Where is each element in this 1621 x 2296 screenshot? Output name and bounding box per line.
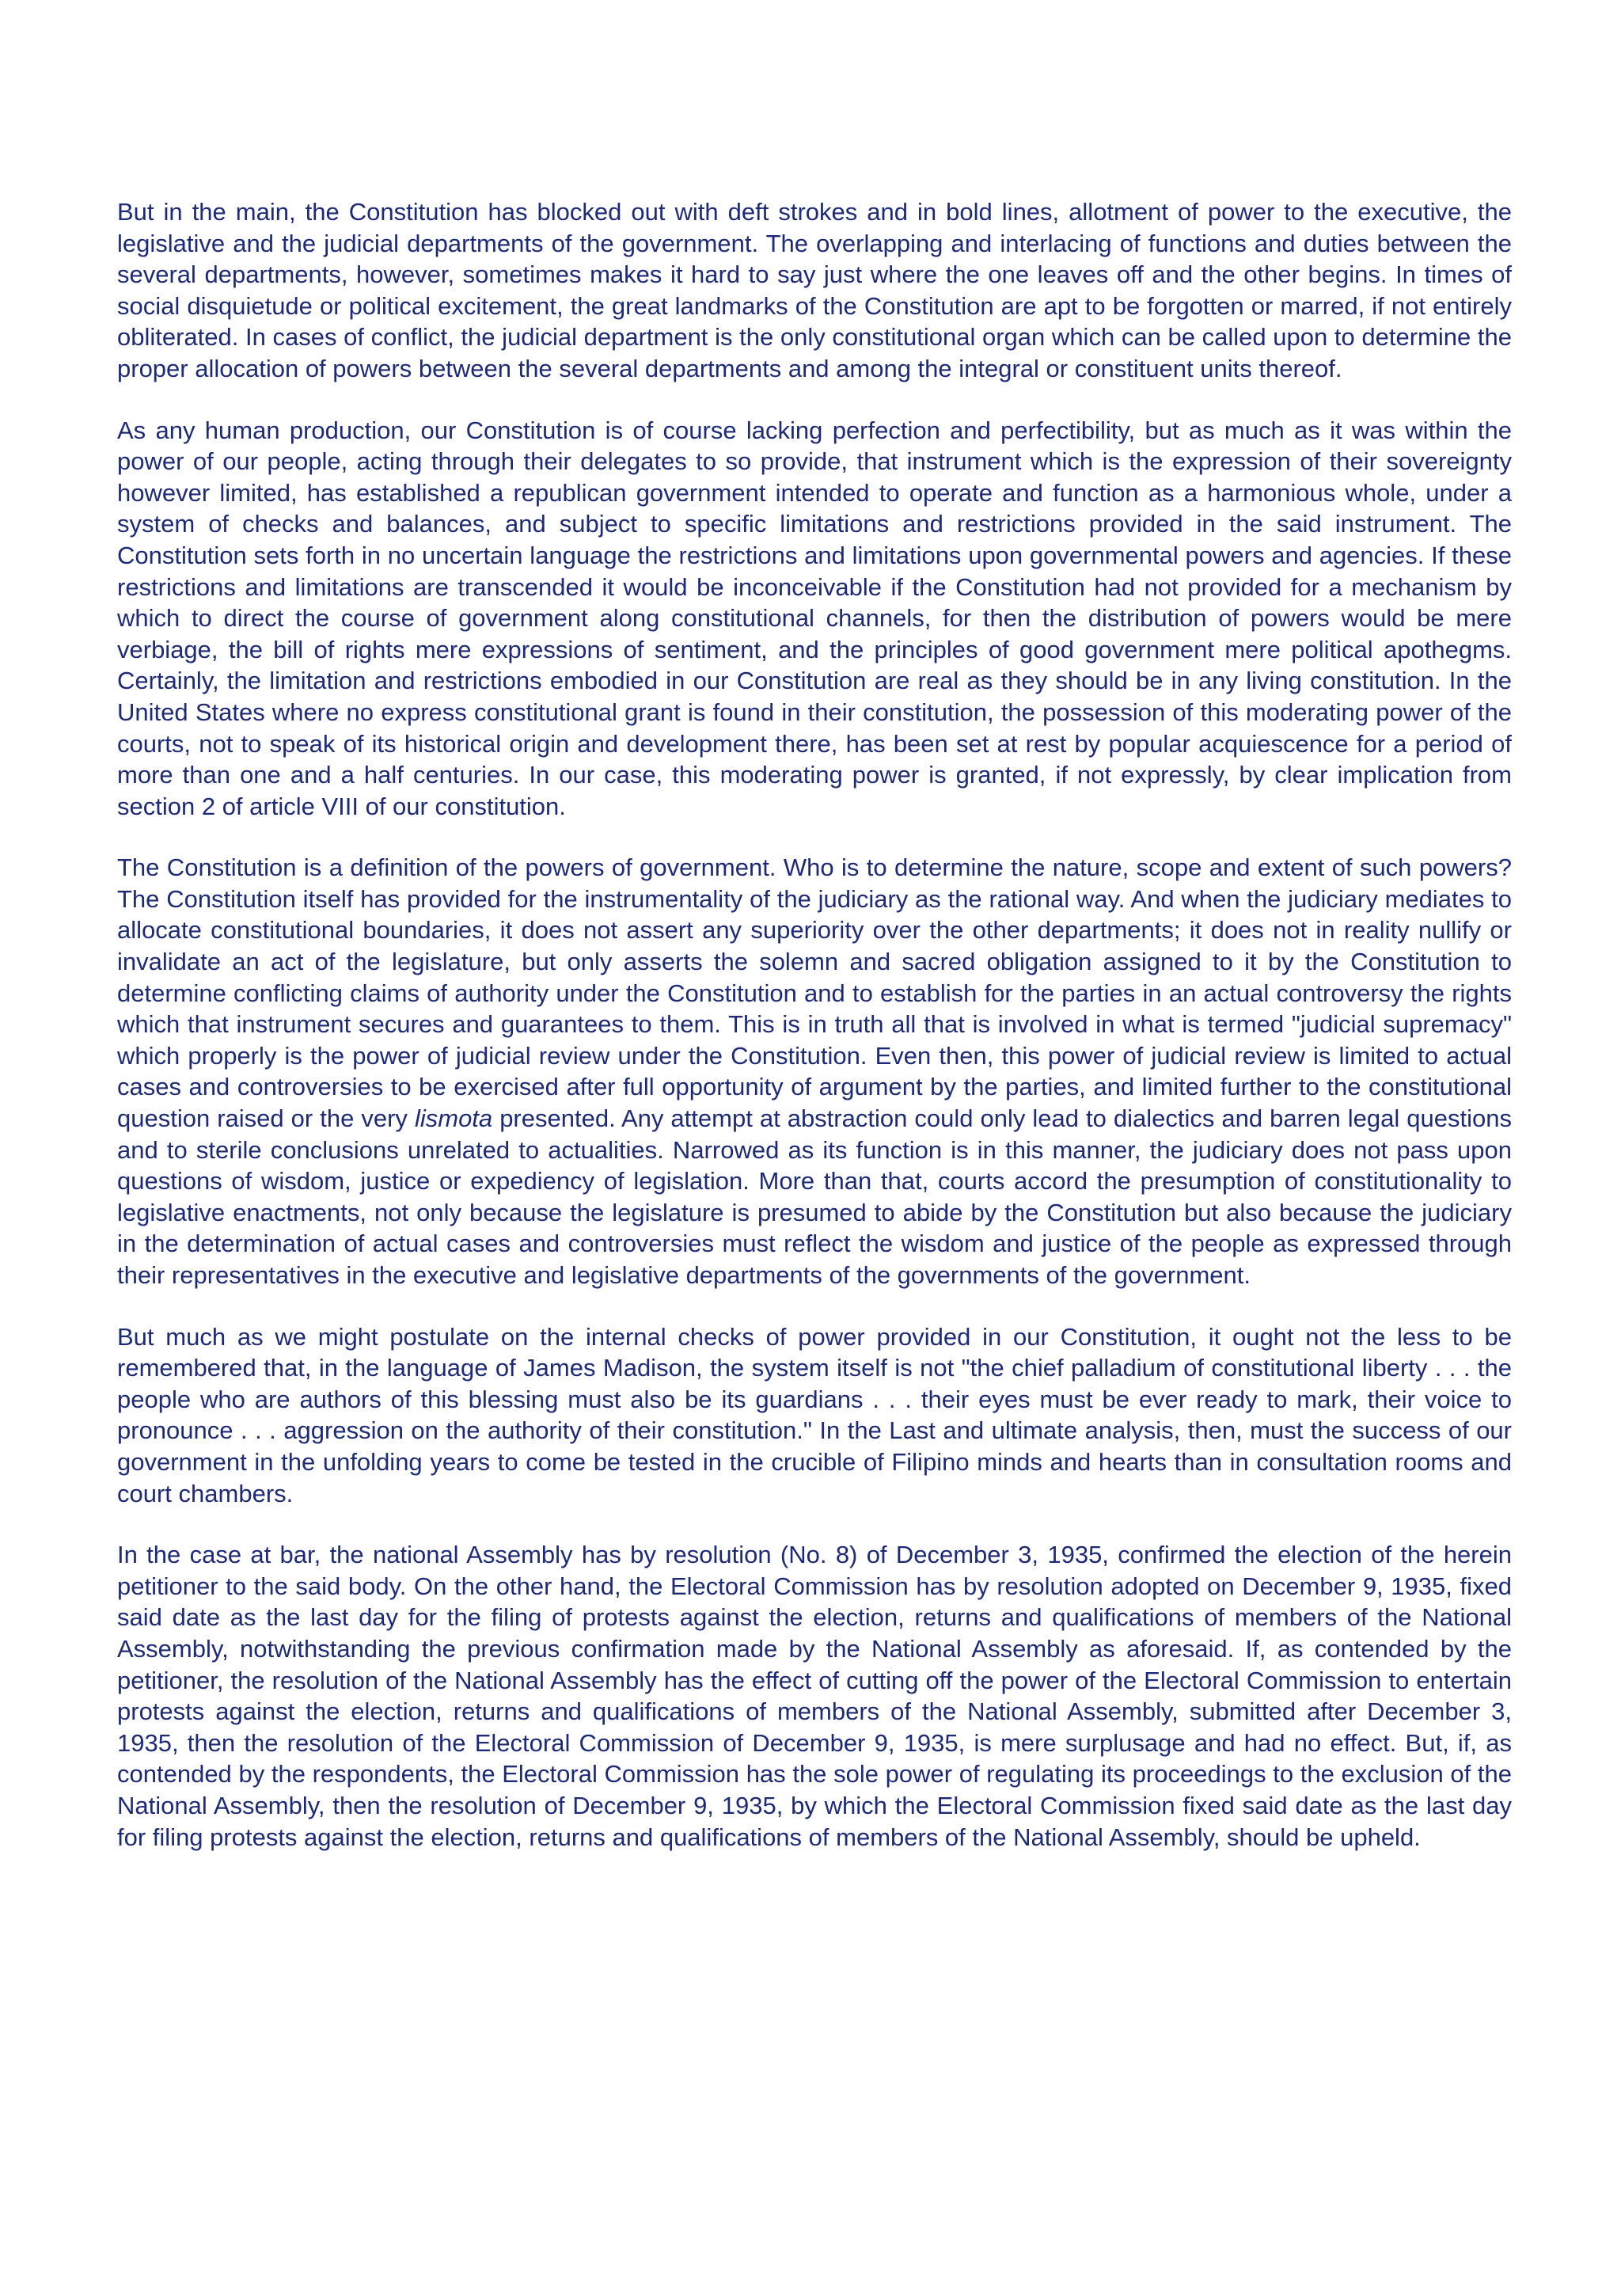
paragraph-madison-quote: But much as we might postulate on the internal checks of power provided in our Constitution, it ought not the less to be remembered that, in the language of James Madison, the system itself is not "the chief palladium of constitutional liberty . . . the people who are authors of this blessing must also be its guardians . . . their eyes must be ever ready to mark, their voice to pronounce . . . aggression on the authority of their constitution." In the Last and ultimate analysis, then, must the success of our government in the unfolding years to come be tested in the crucible of Filipino minds and hearts than in consultation rooms and court chambers. [117,1322,1512,1507]
paragraph-judicial-review-part-1: The Constitution is a definition of the powers of government. Who is to determine the nature, scope and extent of such powers? The Constitution itself has provided for the instrumentality of the judiciary as the rational way. And when the judiciary mediates to allocate constitutional boundaries, it does not assert any superiority over the other departments; it does not in reality nullify or invalidate an act of the legislature, but only asserts the solemn and sacred obligation assigned to it by the Constitution to determine conflicting claims of authority under the Constitution and to establish for the parties in an actual controversy the rights which that instrument secures and guarantees to them. This is in truth all that is involved in what is termed "judicial supremacy" which properly is the power of judicial review under the Constitution. Even then, this power of judicial review is limited to actual cases and controversies to be exercised after full opportunity of argument by the parties, and limited further to the constitutional question raised or the very [117,853,1512,1133]
document-body [117,196,1512,1883]
paragraph-allotment-of-powers: But in the main, the Constitution has blocked out with deft strokes and in bold lines, allotment of power to the executive, the legislative and the judicial departments of the government. The overlapping and interlacing of functions and duties between the several departments, however, sometimes makes it hard to say just where the one leaves off and the other begins. In times of social disquietude or political excitement, the great landmarks of the Constitution are apt to be forgotten or marred, if not entirely obliterated. In cases of conflict, the judicial department is the only constitutional organ which can be called upon to determine the proper allocation of powers between the several departments and among the integral or constituent units thereof. [117,198,1512,382]
paragraph-judicial-review-part-2: presented. Any attempt at abstraction could only lead to dialectics and barren legal questions and to sterile conclusions unrelated to actualities. Narrowed as its function is in this manner, the judiciary does not pass upon questions of wisdom, justice or expediency of legislation. More than that, courts accord the presumption of constitutionality to legislative enactments, not only because the legislature is presumed to abide by the Constitution but also because the judiciary in the determination of actual cases and controversies must reflect the wisdom and justice of the people as expressed through their representatives in the executive and legislative departments of the governments of the government. [117,1104,1512,1289]
paragraph-case-at-bar: In the case at bar, the national Assembly has by resolution (No. 8) of December 3, 1935, confirmed the election of the herein petitioner to the said body. On the other hand, the Electoral Commission has by resolution adopted on December 9, 1935, fixed said date as the last day for the filing of protests against the election, returns and qualifications of members of the National Assembly, notwithstanding the previous confirmation made by the National Assembly as aforesaid. If, as contended by the petitioner, the resolution of the National Assembly has the effect of cutting off the power of the Electoral Commission to entertain protests against the election, returns and qualifications of members of the National Assembly, submitted after December 3, 1935, then the resolution of the Electoral Commission of December 9, 1935, is mere surplusage and had no effect. But, if, as contended by the respondents, the Electoral Commission has the sole power of regulating its proceedings to the exclusion of the National Assembly, then the resolution of December 9, 1935, by which the Electoral Commission fixed said date as the last day for filing protests against the election, returns and qualifications of members of the National Assembly, should be upheld. [117,1541,1512,1851]
paragraph-judicial-review-latin-term: lismota [414,1104,493,1133]
paragraph-checks-and-balances: As any human production, our Constitution is of course lacking perfection and perfectibility, but as much as it was within the power of our people, acting through their delegates to so provide, that instrument which is the expression of their sovereignty however limited, has established a republican government intended to operate and function as a harmonious whole, under a system of checks and balances, and subject to specific limitations and restrictions provided in the said instrument. The Constitution sets forth in no uncertain language the restrictions and limitations upon governmental powers and agencies. If these restrictions and limitations are transcended it would be inconceivable if the Constitution had not provided for a mechanism by which to direct the course of government along constitutional channels, for then the distribution of powers would be mere verbiage, the bill of rights mere expressions of sentiment, and the principles of good government mere political apothegms. Certainly, the limitation and restrictions embodied in our Constitution are real as they should be in any living constitution. In the United States where no express constitutional grant is found in their constitution, the possession of this moderating power of the courts, not to speak of its historical origin and development there, has been set at rest by popular acquiescence for a period of more than one and a half centuries. In our case, this moderating power is granted, if not expressly, by clear implication from section 2 of article VIII of our constitution. [117,416,1512,820]
paragraph-judicial-review [117,852,1512,1291]
